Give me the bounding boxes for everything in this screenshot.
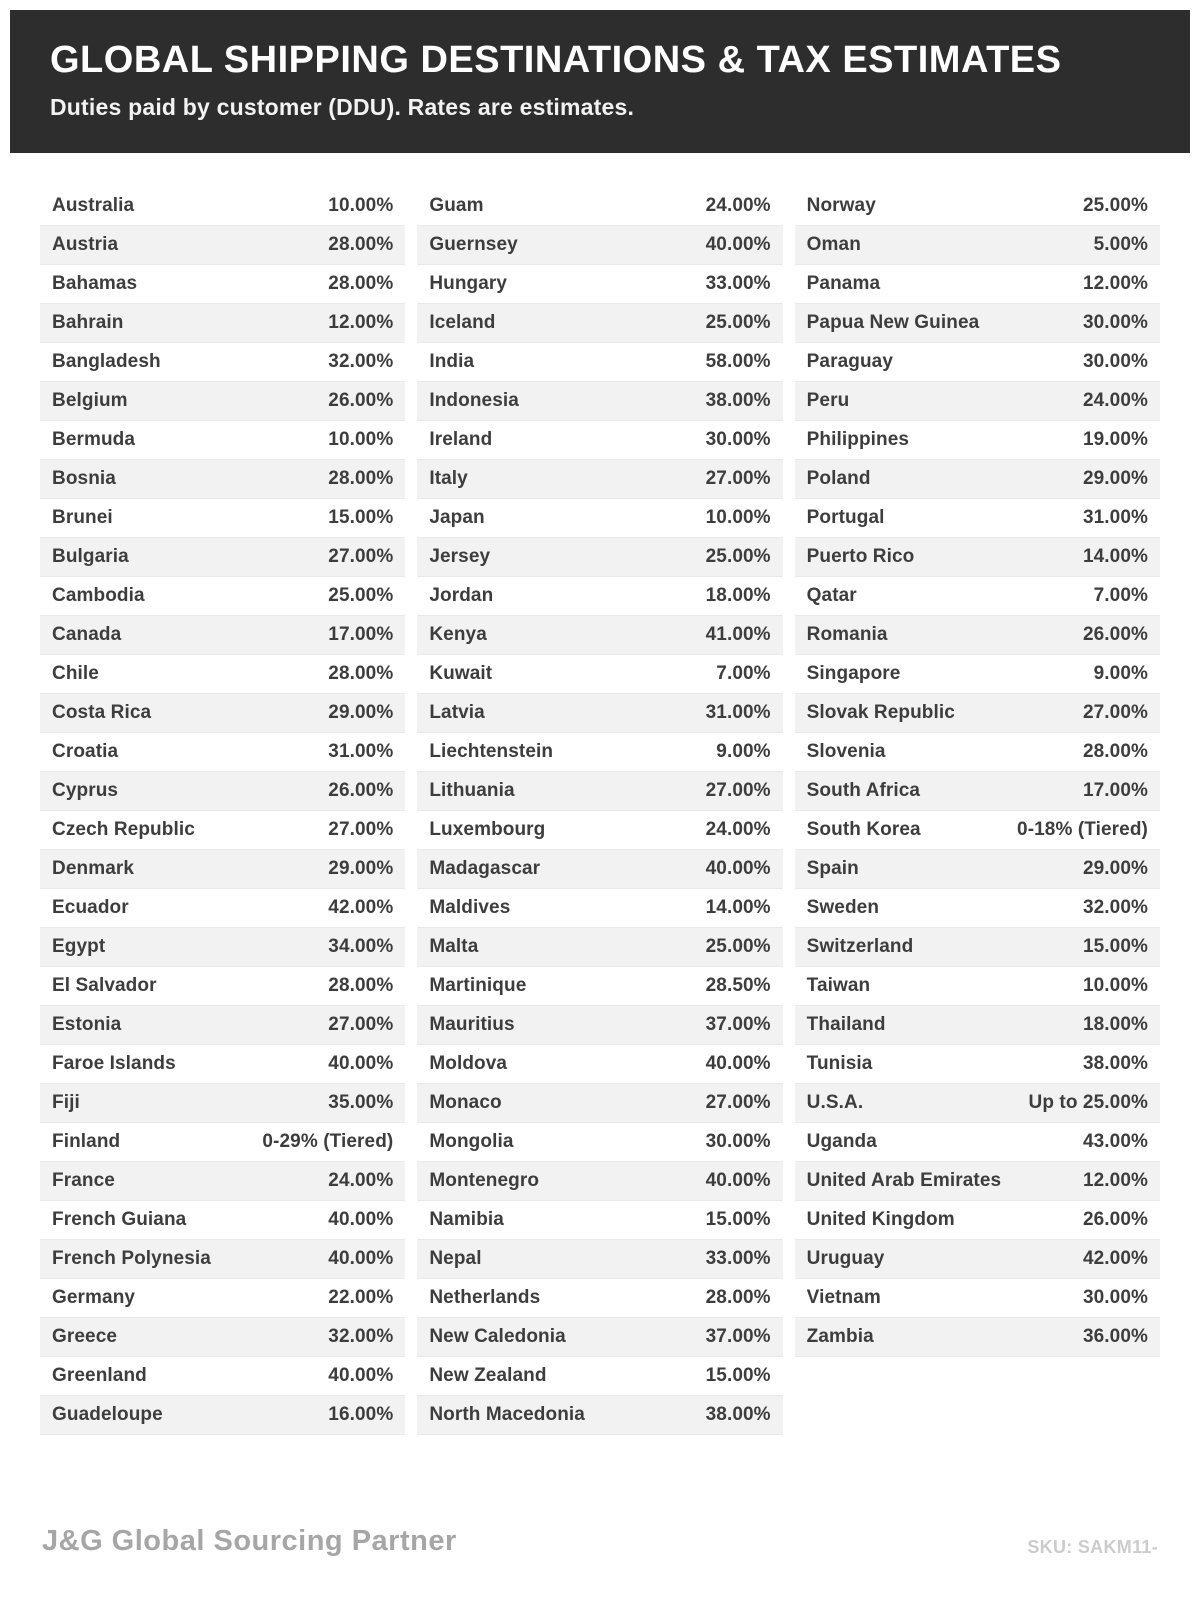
table-row — [417, 889, 782, 928]
rate-value: 15.00% — [705, 1208, 771, 1230]
table-row — [795, 772, 1160, 811]
table-row — [40, 1318, 405, 1357]
country-label: Kuwait — [429, 662, 493, 684]
table-row — [40, 187, 405, 226]
country-label: Spain — [806, 857, 859, 879]
rate-value: 35.00% — [328, 1091, 394, 1113]
table-row — [795, 1006, 1160, 1045]
country-label: French Guiana — [52, 1208, 187, 1230]
rate-value: 5.00% — [1093, 233, 1148, 255]
rate-value: 31.00% — [328, 740, 394, 762]
country-label: Luxembourg — [429, 818, 546, 840]
table-row — [417, 460, 782, 499]
rates-column-3 — [795, 187, 1160, 1357]
country-label: Faroe Islands — [52, 1052, 176, 1074]
rate-value: 29.00% — [1082, 467, 1148, 489]
table-row — [417, 1084, 782, 1123]
table-row — [40, 1279, 405, 1318]
country-label: New Caledonia — [429, 1325, 566, 1347]
table-row — [795, 304, 1160, 343]
table-row — [417, 733, 782, 772]
rate-value: 10.00% — [328, 194, 394, 216]
table-row — [795, 928, 1160, 967]
rate-value: 32.00% — [328, 1325, 394, 1347]
table-row — [795, 850, 1160, 889]
country-label: Guernsey — [429, 233, 518, 255]
table-row — [40, 1240, 405, 1279]
country-label: Maldives — [429, 896, 511, 918]
rate-value: 27.00% — [328, 818, 394, 840]
rate-value: 12.00% — [328, 311, 394, 333]
table-row — [795, 577, 1160, 616]
rate-value: 25.00% — [1082, 194, 1148, 216]
table-row — [417, 538, 782, 577]
country-label: Namibia — [429, 1208, 504, 1230]
country-label: Cyprus — [52, 779, 119, 801]
country-label: Monaco — [429, 1091, 502, 1113]
table-row — [40, 928, 405, 967]
table-row — [795, 382, 1160, 421]
rate-value: 28.50% — [705, 974, 771, 996]
table-row — [417, 1240, 782, 1279]
country-label: Guam — [429, 194, 484, 216]
table-row — [795, 499, 1160, 538]
country-label: Fiji — [52, 1091, 80, 1113]
table-row — [795, 538, 1160, 577]
table-row — [417, 811, 782, 850]
page-subtitle: Duties paid by customer (DDU). Rates are estimates. — [50, 93, 635, 120]
country-label: United Kingdom — [806, 1208, 955, 1230]
rate-value: 18.00% — [705, 584, 771, 606]
rate-value: 38.00% — [705, 389, 771, 411]
rate-value: 0-18% (Tiered) — [1017, 818, 1148, 840]
rate-value: 27.00% — [705, 467, 771, 489]
rate-value: 14.00% — [1082, 545, 1148, 567]
table-row — [40, 538, 405, 577]
country-label: South Korea — [806, 818, 921, 840]
country-label: Denmark — [52, 857, 135, 879]
country-label: New Zealand — [429, 1364, 547, 1386]
table-row — [795, 694, 1160, 733]
rate-value: 27.00% — [1082, 701, 1148, 723]
sku-text: SKU: SAKM11- — [1027, 1537, 1158, 1557]
rate-value: 15.00% — [705, 1364, 771, 1386]
country-label: Martinique — [429, 974, 527, 996]
country-label: Greenland — [52, 1364, 147, 1386]
table-row — [417, 694, 782, 733]
table-row — [795, 733, 1160, 772]
table-row — [795, 889, 1160, 928]
country-label: Croatia — [52, 740, 119, 762]
rate-value: 40.00% — [328, 1052, 394, 1074]
rate-value: 27.00% — [705, 779, 771, 801]
rate-value: 12.00% — [1082, 1169, 1148, 1191]
rate-value: 17.00% — [1082, 779, 1148, 801]
table-row — [795, 1045, 1160, 1084]
rate-value: 40.00% — [705, 1169, 771, 1191]
table-row — [40, 577, 405, 616]
country-label: Lithuania — [429, 779, 515, 801]
rate-value: 37.00% — [705, 1013, 771, 1035]
table-row — [417, 928, 782, 967]
rate-value: 29.00% — [328, 701, 394, 723]
rate-value: 43.00% — [1082, 1130, 1148, 1152]
rate-value: 19.00% — [1082, 428, 1148, 450]
table-row — [40, 655, 405, 694]
country-label: Qatar — [806, 584, 857, 606]
country-label: Japan — [429, 506, 485, 528]
country-label: Austria — [52, 233, 119, 255]
country-label: North Macedonia — [429, 1403, 585, 1425]
country-label: Jersey — [429, 545, 491, 567]
rate-value: 40.00% — [705, 233, 771, 255]
rate-value: 24.00% — [1082, 389, 1148, 411]
rate-value: 31.00% — [1082, 506, 1148, 528]
country-label: Bulgaria — [52, 545, 129, 567]
country-label: Uruguay — [806, 1247, 885, 1269]
country-label: Latvia — [429, 701, 485, 723]
rate-value: 17.00% — [328, 623, 394, 645]
rate-value: 26.00% — [1082, 623, 1148, 645]
country-label: Switzerland — [806, 935, 914, 957]
table-row — [40, 265, 405, 304]
country-label: Greece — [52, 1325, 118, 1347]
table-row — [417, 304, 782, 343]
table-row — [40, 733, 405, 772]
table-row — [417, 226, 782, 265]
rate-value: 30.00% — [1082, 1286, 1148, 1308]
country-label: Portugal — [806, 506, 885, 528]
table-row — [40, 1123, 405, 1162]
country-label: Belgium — [52, 389, 128, 411]
country-label: Nepal — [429, 1247, 482, 1269]
table-row — [417, 616, 782, 655]
country-label: Kenya — [429, 623, 487, 645]
country-label: Ireland — [429, 428, 493, 450]
country-label: South Africa — [806, 779, 921, 801]
rate-value: 0-29% (Tiered) — [262, 1130, 394, 1152]
country-label: Slovenia — [806, 740, 886, 762]
rate-value: 22.00% — [328, 1286, 394, 1308]
country-label: Vietnam — [806, 1286, 881, 1308]
rate-value: 24.00% — [705, 194, 771, 216]
country-label: Liechtenstein — [429, 740, 554, 762]
table-row — [40, 967, 405, 1006]
table-row — [40, 616, 405, 655]
country-label: Czech Republic — [52, 818, 195, 840]
table-row — [417, 421, 782, 460]
rate-value: 29.00% — [1082, 857, 1148, 879]
rate-value: 28.00% — [328, 974, 394, 996]
country-label: Malta — [429, 935, 479, 957]
country-label: French Polynesia — [52, 1247, 211, 1269]
table-row — [795, 265, 1160, 304]
rate-value: 28.00% — [328, 467, 394, 489]
rate-value: 31.00% — [705, 701, 771, 723]
table-row — [40, 1201, 405, 1240]
table-row — [795, 811, 1160, 850]
table-row — [40, 304, 405, 343]
country-label: Costa Rica — [52, 701, 152, 723]
rate-value: 7.00% — [716, 662, 771, 684]
rate-value: 12.00% — [1082, 272, 1148, 294]
country-label: Egypt — [52, 935, 106, 957]
table-row — [417, 772, 782, 811]
table-row — [417, 1045, 782, 1084]
table-row — [40, 421, 405, 460]
country-label: Bahamas — [52, 272, 138, 294]
rate-value: 37.00% — [705, 1325, 771, 1347]
table-row — [40, 694, 405, 733]
rate-value: 33.00% — [705, 272, 771, 294]
table-row — [795, 226, 1160, 265]
country-label: Chile — [52, 662, 99, 684]
rate-value: 14.00% — [705, 896, 771, 918]
table-row — [795, 1162, 1160, 1201]
rate-value: 16.00% — [328, 1403, 394, 1425]
header-banner — [10, 10, 1190, 153]
rate-value: 29.00% — [328, 857, 394, 879]
table-row — [795, 967, 1160, 1006]
country-label: Oman — [806, 233, 861, 255]
country-label: Brunei — [52, 506, 113, 528]
rate-value: 24.00% — [705, 818, 771, 840]
country-label: Singapore — [806, 662, 901, 684]
rate-value: 28.00% — [328, 662, 394, 684]
country-label: Papua New Guinea — [806, 311, 980, 333]
country-label: Guadeloupe — [52, 1403, 163, 1425]
table-row — [417, 655, 782, 694]
country-label: Cambodia — [52, 584, 145, 606]
rate-value: 27.00% — [328, 1013, 394, 1035]
table-row — [40, 499, 405, 538]
country-label: Paraguay — [806, 350, 894, 372]
rate-value: 40.00% — [705, 857, 771, 879]
rates-table — [40, 187, 1160, 1435]
rate-value: 15.00% — [328, 506, 394, 528]
rate-value: 42.00% — [1082, 1247, 1148, 1269]
rate-value: 28.00% — [705, 1286, 771, 1308]
rate-value: 34.00% — [328, 935, 394, 957]
country-label: Madagascar — [429, 857, 541, 879]
country-label: Zambia — [806, 1325, 874, 1347]
rate-value: 28.00% — [328, 272, 394, 294]
rate-value: 30.00% — [705, 1130, 771, 1152]
rate-value: 10.00% — [1082, 974, 1148, 996]
rate-value: 42.00% — [328, 896, 394, 918]
rate-value: 26.00% — [328, 779, 394, 801]
table-row — [417, 1162, 782, 1201]
table-row — [40, 811, 405, 850]
country-label: Ecuador — [52, 896, 129, 918]
country-label: Mongolia — [429, 1130, 514, 1152]
country-label: Peru — [806, 389, 850, 411]
table-row — [40, 460, 405, 499]
table-row — [40, 382, 405, 421]
country-label: Hungary — [429, 272, 508, 294]
table-row — [40, 850, 405, 889]
rate-value: 28.00% — [328, 233, 394, 255]
rate-value: 27.00% — [705, 1091, 771, 1113]
country-label: Netherlands — [429, 1286, 541, 1308]
country-label: U.S.A. — [806, 1091, 864, 1113]
country-label: Philippines — [806, 428, 910, 450]
rate-value: 38.00% — [705, 1403, 771, 1425]
rate-value: 10.00% — [705, 506, 771, 528]
country-label: Iceland — [429, 311, 496, 333]
rate-value: 41.00% — [705, 623, 771, 645]
footer — [10, 1525, 1190, 1600]
rate-value: 25.00% — [328, 584, 394, 606]
country-label: United Arab Emirates — [806, 1169, 1002, 1191]
table-row — [40, 1357, 405, 1396]
rate-value: 7.00% — [1093, 584, 1148, 606]
country-label: Germany — [52, 1286, 136, 1308]
country-label: El Salvador — [52, 974, 157, 996]
table-row — [417, 1318, 782, 1357]
table-row — [795, 616, 1160, 655]
brand-text: J&G Global Sourcing Partner — [42, 1525, 457, 1557]
country-label: Finland — [52, 1130, 121, 1152]
rate-value: 30.00% — [1082, 311, 1148, 333]
country-label: Italy — [429, 467, 468, 489]
table-row — [40, 343, 405, 382]
table-row — [417, 577, 782, 616]
table-row — [795, 1084, 1160, 1123]
table-row — [40, 1162, 405, 1201]
table-row — [795, 1201, 1160, 1240]
country-label: Jordan — [429, 584, 494, 606]
country-label: Bermuda — [52, 428, 136, 450]
rate-value: 18.00% — [1082, 1013, 1148, 1035]
table-row — [795, 421, 1160, 460]
rate-value: 26.00% — [328, 389, 394, 411]
table-row — [417, 967, 782, 1006]
table-row — [40, 772, 405, 811]
rate-value: 40.00% — [328, 1208, 394, 1230]
table-row — [417, 499, 782, 538]
country-label: Panama — [806, 272, 881, 294]
table-row — [795, 1279, 1160, 1318]
table-row — [795, 1240, 1160, 1279]
table-row — [40, 226, 405, 265]
rate-value: 15.00% — [1082, 935, 1148, 957]
rate-value: 10.00% — [328, 428, 394, 450]
table-row — [417, 1396, 782, 1435]
table-row — [417, 850, 782, 889]
table-row — [417, 382, 782, 421]
table-row — [40, 1396, 405, 1435]
table-row — [795, 655, 1160, 694]
country-label: Sweden — [806, 896, 880, 918]
table-row — [417, 343, 782, 382]
rate-value: 38.00% — [1082, 1052, 1148, 1074]
table-row — [40, 1045, 405, 1084]
rate-value: 30.00% — [705, 428, 771, 450]
country-label: Bosnia — [52, 467, 116, 489]
table-row — [40, 1084, 405, 1123]
country-label: Moldova — [429, 1052, 508, 1074]
country-label: Uganda — [806, 1130, 877, 1152]
country-label: Australia — [52, 194, 135, 216]
country-label: France — [52, 1169, 115, 1191]
rate-value: 40.00% — [328, 1247, 394, 1269]
rate-value: 25.00% — [705, 935, 771, 957]
rates-column-2 — [417, 187, 782, 1435]
country-label: Canada — [52, 623, 122, 645]
rate-value: 36.00% — [1082, 1325, 1148, 1347]
table-row — [795, 1318, 1160, 1357]
rate-value: 30.00% — [1082, 350, 1148, 372]
table-row — [417, 1123, 782, 1162]
country-label: Slovak Republic — [806, 701, 955, 723]
table-row — [795, 460, 1160, 499]
page-title: GLOBAL SHIPPING DESTINATIONS & TAX ESTIMATES — [50, 39, 1062, 81]
rate-value: 24.00% — [328, 1169, 394, 1191]
rate-value: Up to 25.00% — [1028, 1091, 1148, 1113]
country-label: Poland — [806, 467, 871, 489]
rate-value: 27.00% — [328, 545, 394, 567]
country-label: Montenegro — [429, 1169, 540, 1191]
rate-value: 32.00% — [328, 350, 394, 372]
country-label: Bangladesh — [52, 350, 161, 372]
rate-value: 26.00% — [1082, 1208, 1148, 1230]
table-row — [417, 187, 782, 226]
rate-value: 58.00% — [705, 350, 771, 372]
table-row — [417, 1006, 782, 1045]
country-label: Romania — [806, 623, 888, 645]
table-row — [417, 1201, 782, 1240]
rate-value: 9.00% — [716, 740, 771, 762]
table-row — [417, 1279, 782, 1318]
rate-value: 33.00% — [705, 1247, 771, 1269]
rate-value: 28.00% — [1082, 740, 1148, 762]
rate-value: 25.00% — [705, 311, 771, 333]
rate-value: 32.00% — [1082, 896, 1148, 918]
table-row — [795, 343, 1160, 382]
country-label: Indonesia — [429, 389, 519, 411]
rate-value: 9.00% — [1093, 662, 1148, 684]
country-label: Norway — [806, 194, 876, 216]
country-label: Estonia — [52, 1013, 122, 1035]
table-row — [795, 1123, 1160, 1162]
country-label: Tunisia — [806, 1052, 873, 1074]
table-row — [417, 265, 782, 304]
rates-column-1 — [40, 187, 405, 1435]
country-label: Mauritius — [429, 1013, 515, 1035]
table-row — [795, 187, 1160, 226]
table-row — [40, 889, 405, 928]
country-label: India — [429, 350, 475, 372]
table-row — [417, 1357, 782, 1396]
country-label: Thailand — [806, 1013, 886, 1035]
table-row — [40, 1006, 405, 1045]
rate-value: 40.00% — [328, 1364, 394, 1386]
rate-value: 25.00% — [705, 545, 771, 567]
country-label: Puerto Rico — [806, 545, 915, 567]
country-label: Bahrain — [52, 311, 124, 333]
rate-value: 40.00% — [705, 1052, 771, 1074]
country-label: Taiwan — [806, 974, 871, 996]
